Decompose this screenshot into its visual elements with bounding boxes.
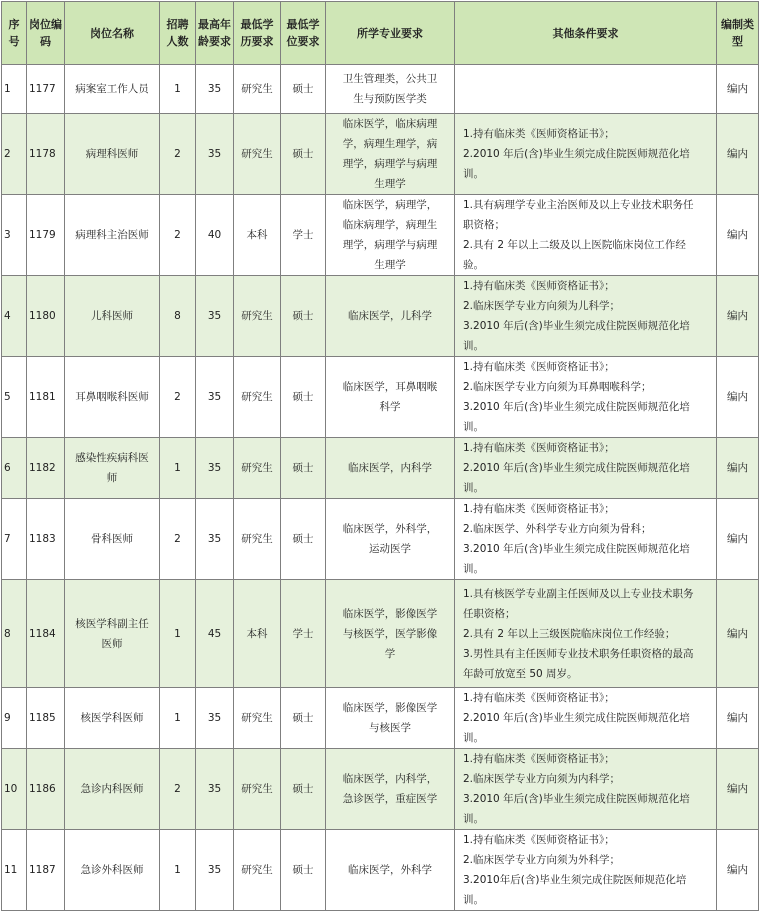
cell-max-age: 35	[196, 499, 234, 580]
cell-count: 2	[160, 749, 196, 830]
requirement-line: 1.持有临床类《医师资格证书》；	[463, 503, 615, 515]
cell-major: 临床医学，儿科学	[326, 276, 455, 357]
cell-position-name: 核医学科副主任医师	[65, 580, 160, 688]
table-row	[2, 65, 759, 114]
cell-min-degree: 硕士	[281, 438, 326, 499]
requirement-line: 1.持有临床类《医师资格证书》；	[463, 442, 615, 454]
cell-min-degree: 硕士	[281, 749, 326, 830]
cell-min-degree: 学士	[281, 580, 326, 688]
cell-position-name: 耳鼻咽喉科医师	[65, 357, 160, 438]
cell-seq: 1	[2, 65, 27, 114]
cell-seq: 7	[2, 499, 27, 580]
cell-count: 2	[160, 114, 196, 195]
cell-position-name: 感染性疾病科医师	[65, 438, 160, 499]
cell-staff-type: 编内	[717, 276, 759, 357]
requirement-line: 2.2010 年后(含)毕业生须完成住院医师规范化培训。	[463, 148, 690, 180]
cell-seq: 8	[2, 580, 27, 688]
cell-major: 临床医学，外科学，运动医学	[326, 499, 455, 580]
requirement-line: 1.具有核医学专业副主任医师及以上专业技术职务任职资格；	[463, 587, 694, 620]
cell-max-age: 35	[196, 357, 234, 438]
cell-min-education: 研究生	[234, 276, 281, 357]
cell-min-degree: 学士	[281, 195, 326, 276]
cell-count: 8	[160, 276, 196, 357]
cell-min-education: 研究生	[234, 688, 281, 749]
cell-major: 临床医学，影像医学与核医学，医学影像学	[326, 580, 455, 688]
table-row	[2, 357, 759, 438]
requirement-line: 3.2010 年后(含)毕业生须完成住院医师规范化培训。	[463, 793, 690, 825]
cell-count: 2	[160, 499, 196, 580]
requirement-line: 2.临床医学专业方向须为外科学；	[463, 854, 621, 866]
cell-major: 临床医学，内科学	[326, 438, 455, 499]
requirement-line: 3.2010 年后(含)毕业生须完成住院医师规范化培训。	[463, 543, 690, 575]
cell-major: 临床医学，病理学，临床病理学，病理生理学，病理学与病理生理学	[326, 195, 455, 276]
header-degree: 最低学位要求	[281, 2, 326, 65]
cell-count: 2	[160, 357, 196, 438]
cell-staff-type: 编内	[717, 114, 759, 195]
cell-min-education: 研究生	[234, 438, 281, 499]
cell-min-education: 本科	[234, 580, 281, 688]
cell-staff-type: 编内	[717, 688, 759, 749]
cell-min-degree: 硕士	[281, 688, 326, 749]
header-major: 所学专业要求	[326, 2, 455, 65]
cell-other-requirements	[455, 830, 717, 911]
cell-code: 1182	[27, 438, 65, 499]
cell-count: 2	[160, 195, 196, 276]
cell-seq: 4	[2, 276, 27, 357]
cell-min-education: 本科	[234, 195, 281, 276]
cell-code: 1184	[27, 580, 65, 688]
cell-seq: 2	[2, 114, 27, 195]
table-row	[2, 438, 759, 499]
requirement-line: 1.持有临床类《医师资格证书》；	[463, 692, 615, 704]
cell-min-degree: 硕士	[281, 830, 326, 911]
cell-other-requirements	[455, 688, 717, 749]
cell-position-name: 病案室工作人员	[65, 65, 160, 114]
requirement-line: 3.男性具有主任医师专业技术职务任职资格的最高年龄可放宽至 50 周岁。	[463, 647, 694, 680]
requirement-line: 2.临床医学专业方向须为内科学；	[463, 773, 621, 785]
cell-staff-type: 编内	[717, 499, 759, 580]
cell-staff-type: 编内	[717, 357, 759, 438]
cell-code: 1177	[27, 65, 65, 114]
requirement-line: 2.2010 年后(含)毕业生须完成住院医师规范化培训。	[463, 462, 690, 494]
cell-other-requirements	[455, 580, 717, 688]
requirement-line: 1.持有临床类《医师资格证书》；	[463, 834, 615, 846]
cell-min-degree: 硕士	[281, 499, 326, 580]
requirement-line: 2.临床医学、外科学专业方向须为骨科；	[463, 523, 652, 535]
cell-staff-type: 编内	[717, 195, 759, 276]
table-row	[2, 580, 759, 688]
cell-min-education: 研究生	[234, 830, 281, 911]
cell-staff-type: 编内	[717, 830, 759, 911]
cell-min-education: 研究生	[234, 65, 281, 114]
table-row	[2, 276, 759, 357]
cell-other-requirements	[455, 65, 717, 114]
cell-count: 1	[160, 65, 196, 114]
recruitment-table	[1, 1, 759, 911]
requirement-line: 3.2010 年后(含)毕业生须完成住院医师规范化培训。	[463, 401, 690, 433]
header-age: 最高年龄要求	[196, 2, 234, 65]
cell-other-requirements	[455, 195, 717, 276]
cell-min-education: 研究生	[234, 357, 281, 438]
cell-max-age: 35	[196, 749, 234, 830]
requirement-line: 1.持有临床类《医师资格证书》；	[463, 753, 615, 765]
cell-code: 1187	[27, 830, 65, 911]
cell-min-degree: 硕士	[281, 65, 326, 114]
requirement-line: 2.2010 年后(含)毕业生须完成住院医师规范化培训。	[463, 712, 690, 744]
cell-count: 1	[160, 830, 196, 911]
cell-major: 临床医学，内科学，急诊医学，重症医学	[326, 749, 455, 830]
cell-min-education: 研究生	[234, 749, 281, 830]
cell-seq: 11	[2, 830, 27, 911]
requirement-line: 3.2010 年后(含)毕业生须完成住院医师规范化培训。	[463, 320, 690, 352]
header-other: 其他条件要求	[455, 2, 717, 65]
cell-code: 1179	[27, 195, 65, 276]
requirement-line: 1.持有临床类《医师资格证书》；	[463, 128, 615, 140]
cell-max-age: 35	[196, 830, 234, 911]
cell-position-name: 骨科医师	[65, 499, 160, 580]
cell-other-requirements	[455, 499, 717, 580]
cell-major: 临床医学，外科学	[326, 830, 455, 911]
header-count: 招聘人数	[160, 2, 196, 65]
cell-max-age: 35	[196, 114, 234, 195]
cell-other-requirements	[455, 114, 717, 195]
cell-code: 1185	[27, 688, 65, 749]
cell-major: 卫生管理类，公共卫生与预防医学类	[326, 65, 455, 114]
table-row	[2, 749, 759, 830]
cell-seq: 9	[2, 688, 27, 749]
cell-min-degree: 硕士	[281, 114, 326, 195]
requirement-line: 2.临床医学专业方向须为儿科学；	[463, 300, 621, 312]
cell-position-name: 病理科主治医师	[65, 195, 160, 276]
cell-max-age: 35	[196, 65, 234, 114]
cell-max-age: 35	[196, 438, 234, 499]
table-row	[2, 195, 759, 276]
cell-code: 1178	[27, 114, 65, 195]
cell-seq: 3	[2, 195, 27, 276]
cell-staff-type: 编内	[717, 749, 759, 830]
cell-seq: 6	[2, 438, 27, 499]
cell-min-degree: 硕士	[281, 357, 326, 438]
cell-seq: 10	[2, 749, 27, 830]
cell-max-age: 40	[196, 195, 234, 276]
cell-position-name: 儿科医师	[65, 276, 160, 357]
requirement-line: 1.持有临床类《医师资格证书》；	[463, 361, 615, 373]
table-row	[2, 114, 759, 195]
cell-count: 1	[160, 438, 196, 499]
cell-position-name: 病理科医师	[65, 114, 160, 195]
cell-code: 1186	[27, 749, 65, 830]
requirement-line: 1.持有临床类《医师资格证书》；	[463, 280, 615, 292]
requirement-line: 3.2010年后(含)毕业生须完成住院医师规范化培训。	[463, 874, 687, 906]
header-code: 岗位编码	[27, 2, 65, 65]
cell-seq: 5	[2, 357, 27, 438]
cell-code: 1181	[27, 357, 65, 438]
requirement-line: 2.具有 2 年以上三级医院临床岗位工作经验；	[463, 627, 676, 640]
cell-staff-type: 编内	[717, 580, 759, 688]
cell-min-education: 研究生	[234, 114, 281, 195]
cell-max-age: 35	[196, 688, 234, 749]
cell-position-name: 急诊内科医师	[65, 749, 160, 830]
cell-other-requirements	[455, 357, 717, 438]
cell-code: 1180	[27, 276, 65, 357]
cell-min-degree: 硕士	[281, 276, 326, 357]
requirement-line: 1.具有病理学专业主治医师及以上专业技术职务任职资格；	[463, 199, 694, 231]
cell-staff-type: 编内	[717, 65, 759, 114]
cell-major: 临床医学，临床病理学，病理生理学，病理学，病理学与病理生理学	[326, 114, 455, 195]
cell-other-requirements	[455, 438, 717, 499]
cell-max-age: 45	[196, 580, 234, 688]
cell-major: 临床医学，影像医学与核医学	[326, 688, 455, 749]
cell-staff-type: 编内	[717, 438, 759, 499]
cell-count: 1	[160, 688, 196, 749]
header-row	[2, 2, 759, 65]
cell-position-name: 急诊外科医师	[65, 830, 160, 911]
table-row	[2, 688, 759, 749]
cell-position-name: 核医学科医师	[65, 688, 160, 749]
header-edu: 最低学历要求	[234, 2, 281, 65]
cell-count: 1	[160, 580, 196, 688]
table-row	[2, 499, 759, 580]
cell-major: 临床医学，耳鼻咽喉科学	[326, 357, 455, 438]
header-name: 岗位名称	[65, 2, 160, 65]
header-type: 编制类型	[717, 2, 759, 65]
cell-code: 1183	[27, 499, 65, 580]
table-row	[2, 830, 759, 911]
cell-other-requirements	[455, 749, 717, 830]
cell-other-requirements	[455, 276, 717, 357]
header-seq: 序号	[2, 2, 27, 65]
cell-min-education: 研究生	[234, 499, 281, 580]
cell-max-age: 35	[196, 276, 234, 357]
requirement-line: 2.具有 2 年以上二级及以上医院临床岗位工作经验。	[463, 239, 686, 271]
requirement-line: 2.临床医学专业方向须为耳鼻咽喉科学；	[463, 381, 652, 393]
